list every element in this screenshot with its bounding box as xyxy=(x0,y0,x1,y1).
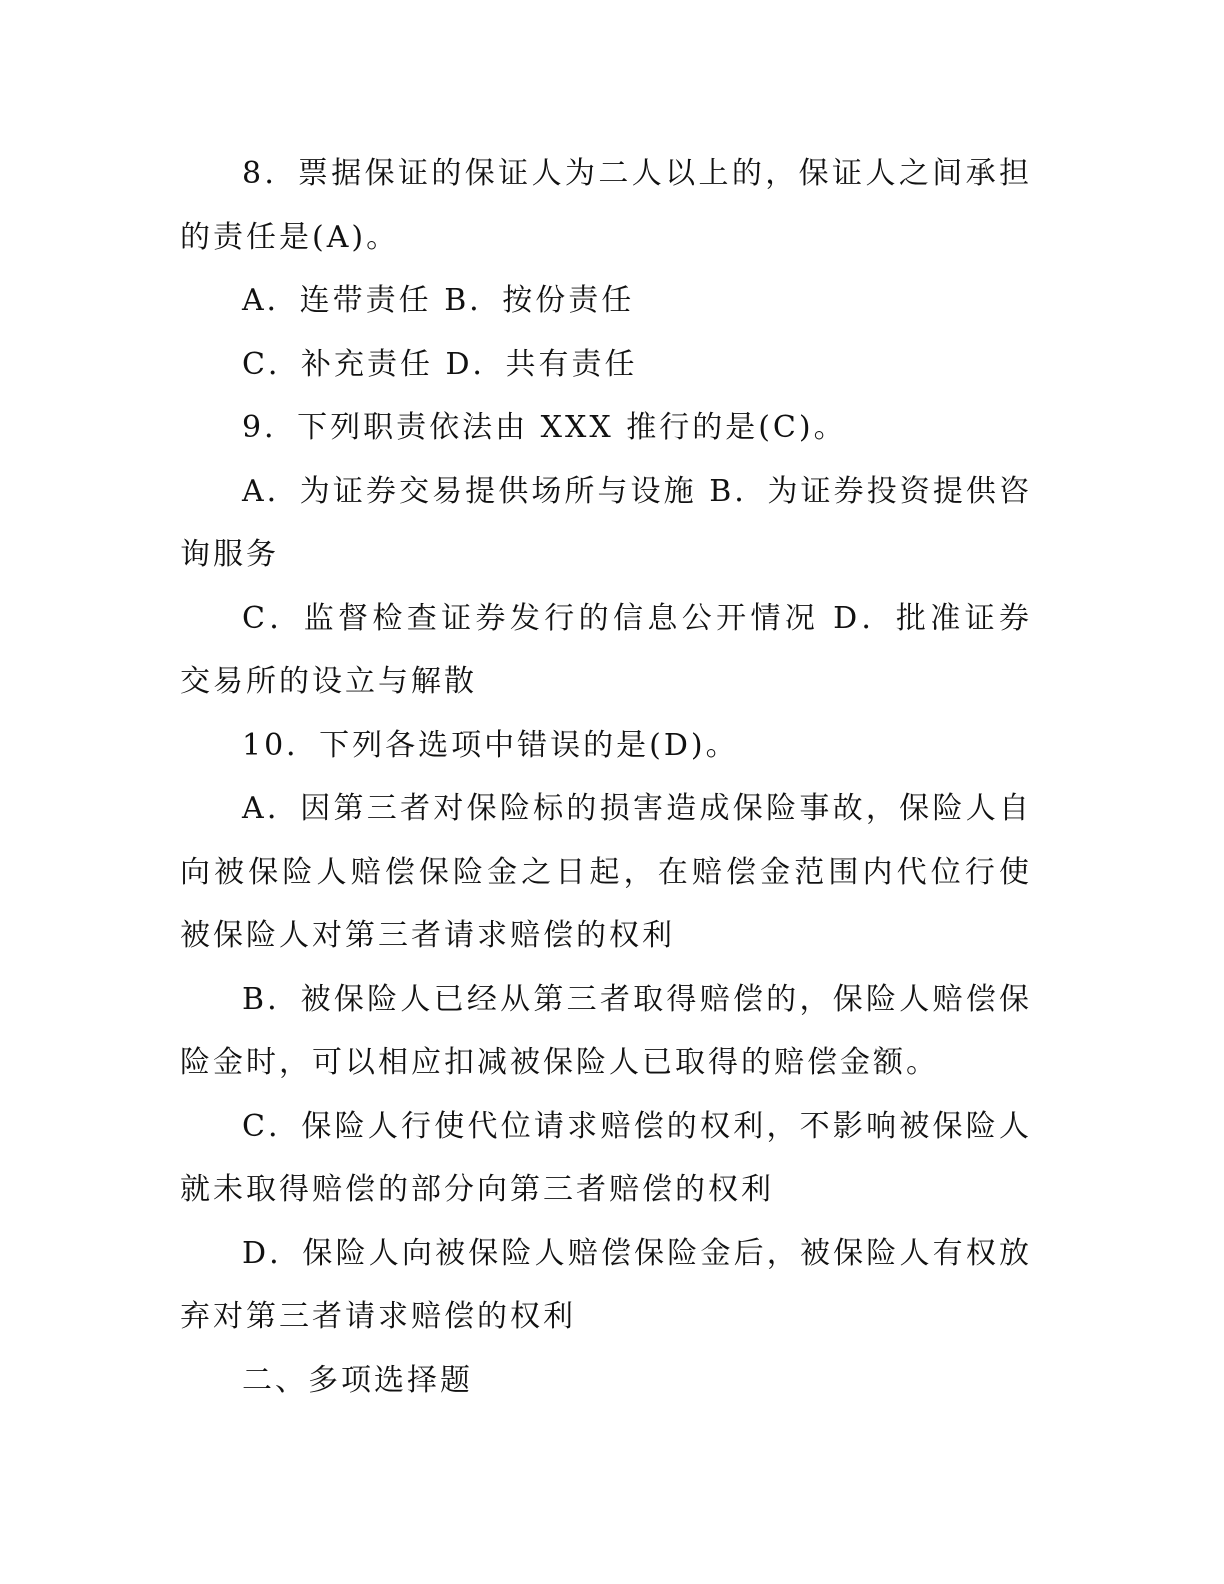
question-8-stem: 8．票据保证的保证人为二人以上的，保证人之间承担的责任是(A)。 xyxy=(180,156,1032,255)
question-9-options-ab: A．为证券交易提供场所与设施 B．为证券投资提供咨询服务 xyxy=(180,473,1032,572)
question-10-option-a: A．因第三者对保险标的损害造成保险事故，保险人自向被保险人赔偿保险金之日起，在赔偿金范围内代位行使被保险人对第三者请求赔偿的权利 xyxy=(180,791,1032,953)
section-heading-multiple-choice: 二、多项选择题 xyxy=(242,1362,473,1398)
question-10-stem: 10．下列各选项中错误的是(D)。 xyxy=(242,727,739,763)
question-9-options-cd: C．监督检查证券发行的信息公开情况 D．批准证券交易所的设立与解散 xyxy=(180,600,1032,699)
question-9-stem: 9．下列职责依法由 XXX 推行的是(C)。 xyxy=(242,410,847,445)
question-8-options-ab: A．连带责任 B．按份责任 xyxy=(242,283,635,318)
document-page xyxy=(180,142,1032,1412)
question-8-options-cd: C．补充责任 D．共有责任 xyxy=(242,346,638,382)
question-10-option-d: D．保险人向被保险人赔偿保险金后，被保险人有权放弃对第三者请求赔偿的权利 xyxy=(180,1235,1032,1334)
question-10-option-b: B．被保险人已经从第三者取得赔偿的，保险人赔偿保险金时，可以相应扣减被保险人已取得的赔偿金额。 xyxy=(180,981,1032,1080)
question-10-option-c: C．保险人行使代位请求赔偿的权利，不影响被保险人就未取得赔偿的部分向第三者赔偿的权利 xyxy=(180,1108,1032,1207)
